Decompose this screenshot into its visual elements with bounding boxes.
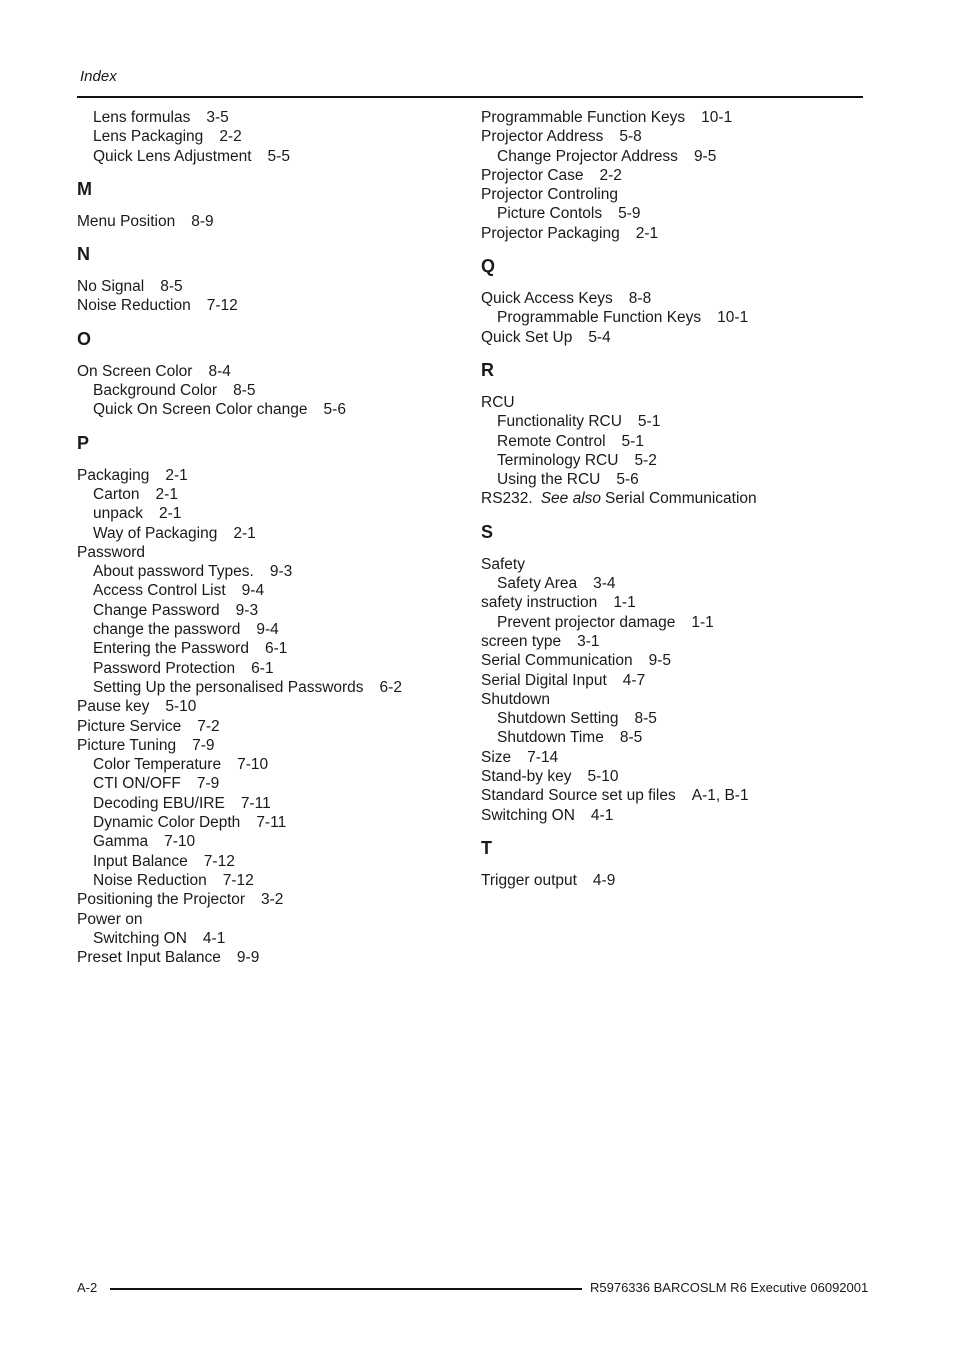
index-page-ref: 4-1 [202,929,226,947]
index-entry [77,890,467,909]
index-letter-heading: S [481,521,494,542]
index-page-ref: 5-10 [587,768,619,786]
index-term: Decoding EBU/IRE [93,794,225,812]
index-entry [481,224,871,243]
index-entry [481,108,871,127]
index-term: CTI ON/OFF [93,775,181,793]
index-page-ref: 3-4 [593,575,616,593]
index-term: Change Password [93,601,220,619]
index-term: Access Control List [93,582,226,600]
index-subentry [77,381,467,400]
index-term: Gamma [93,833,149,851]
index-term: About password Types. [93,563,254,581]
index-entry [481,185,871,204]
index-entry [77,277,467,296]
index-page-ref: 8-4 [208,362,231,380]
index-subentry [77,813,467,832]
index-entry [481,127,871,146]
index-page-ref: 3-5 [206,109,229,126]
index-term: Switching ON [481,806,575,824]
index-term: RCU [481,393,515,411]
index-page-ref: 2-2 [219,128,242,146]
index-page-ref: 8-5 [634,710,657,728]
index-term: Standard Source set up files [481,787,676,805]
index-page-ref: 6-1 [251,659,274,677]
index-page-ref: 10-1 [717,309,749,327]
index-page-ref: 9-4 [241,582,265,600]
index-page-ref: 5-1 [621,432,644,450]
footer-doc-reference: R5976336 BARCOSLM R6 Executive 06092001 [590,1280,869,1295]
index-term: Prevent projector damage [497,613,676,631]
index-page-ref: 7-14 [527,748,559,766]
index-page-ref: 7-9 [192,736,215,754]
index-subentry [77,852,467,871]
index-term: Switching ON [93,929,187,947]
header-rule [77,96,863,98]
index-subentry [77,871,467,890]
index-entry [77,948,467,967]
index-subentry [77,108,467,127]
index-page-ref: 6-2 [379,678,402,696]
index-term: Shutdown Time [497,729,604,747]
index-page-ref: 1-1 [691,613,714,631]
index-entry [77,212,467,231]
index-entry [481,393,871,412]
index-subentry [481,204,871,223]
index-page-ref: 9-4 [256,621,279,639]
index-subentry [77,620,467,639]
index-entry [77,697,467,716]
index-page-ref: 2-1 [165,466,188,484]
index-letter-heading: Q [481,256,496,277]
index-entry [481,806,871,825]
index-term: change the password [93,621,241,639]
index-entry [481,289,871,308]
index-letter-heading: T [481,837,492,858]
index-subentry [481,412,871,431]
index-term: Projector Case [481,166,584,184]
index-page-ref: 8-8 [628,290,652,308]
index-term: Functionality RCU [497,413,622,431]
index-page-ref: 7-10 [237,756,269,774]
index-page-ref: 7-11 [256,814,287,832]
index-term: Projector Packaging [481,224,620,242]
index-term: Carton [93,485,140,503]
index-term: Way of Packaging [93,524,218,542]
index-page-ref: 10-1 [701,109,733,126]
index-entry [481,328,871,347]
index-page-ref: 3-1 [577,632,600,650]
index-page-ref: 2-1 [158,505,182,523]
index-term: Quick Lens Adjustment [93,147,252,165]
index-page-ref: 5-2 [634,451,657,469]
index-subentry [77,659,467,678]
index-page-ref: 5-10 [165,698,197,716]
see-also-target: Serial Communication [605,490,757,508]
index-page-ref: 7-2 [197,717,220,735]
index-term: Picture Service [77,717,182,735]
index-page-ref: A-1, B-1 [691,787,749,805]
index-page-ref: 2-2 [599,166,622,184]
index-subentry [77,524,467,543]
index-subentry [481,709,871,728]
index-term: Menu Position [77,212,176,230]
index-term: Input Balance [93,852,188,870]
index-term: Preset Input Balance [77,949,221,967]
index-term: Packaging [77,466,150,484]
running-header-title: Index [80,68,117,85]
index-entry [77,543,467,562]
index-term: Change Projector Address [497,147,678,165]
index-page-ref: 1-1 [613,594,636,612]
index-term: Using the RCU [497,471,601,489]
index-subentry [77,832,467,851]
index-subentry [77,755,467,774]
index-subentry [77,639,467,658]
index-column-right [481,108,871,890]
index-page-ref: 2-1 [155,485,178,503]
index-subentry [77,794,467,813]
index-page-ref: 9-3 [235,601,259,619]
index-subentry [77,581,467,600]
index-term: Noise Reduction [77,297,191,315]
index-page-ref: 5-9 [618,205,641,223]
index-term: Entering the Password [93,640,249,658]
index-entry [481,748,871,767]
index-page-ref: 9-5 [648,652,672,670]
index-page-ref: 6-1 [264,640,288,658]
index-subentry [77,601,467,620]
index-page-ref: 5-6 [616,471,639,489]
index-column-left [77,108,467,967]
index-term: Dynamic Color Depth [93,814,241,832]
index-page-ref: 5-1 [637,413,661,431]
index-term: Shutdown Setting [497,710,619,728]
index-term: Positioning the Projector [77,891,246,909]
index-term: Serial Digital Input [481,671,607,689]
index-term: Quick Access Keys [481,290,613,308]
index-term: Power on [77,910,143,928]
index-term: Quick On Screen Color change [93,401,308,419]
index-entry [77,466,467,485]
index-term: unpack [93,505,143,523]
index-page-ref: 7-12 [222,871,254,889]
index-page-ref: 8-5 [233,382,256,400]
index-subentry [77,485,467,504]
index-letter-heading: N [77,244,90,265]
index-term: screen type [481,632,562,650]
index-page-ref: 7-10 [164,833,196,851]
index-subentry [77,400,467,419]
index-term: Picture Tuning [77,736,177,754]
index-term: Lens formulas [93,109,191,126]
index-term: Projector Address [481,128,604,146]
index-page-ref: 8-9 [191,212,214,230]
index-subentry [481,574,871,593]
index-term: Serial Communication [481,652,633,670]
index-entry [481,786,871,805]
index-subentry [481,613,871,632]
index-page-ref: 9-9 [236,949,260,967]
index-term: Quick Set Up [481,328,573,346]
index-subentry [481,451,871,470]
index-subentry [77,504,467,523]
index-term: Pause key [77,698,150,716]
index-letter-heading: O [77,328,92,349]
index-subentry [481,308,871,327]
index-page-ref: 9-3 [269,563,293,581]
index-page-ref: 7-11 [240,794,271,812]
index-subentry [481,147,871,166]
index-subentry [77,929,467,948]
index-term: Remote Control [497,432,606,450]
index-page-ref: 5-6 [323,401,346,419]
index-term: Background Color [93,382,218,400]
index-term: Picture Contols [497,205,603,223]
index-term: Programmable Function Keys [481,109,686,126]
index-term: Size [481,748,512,766]
index-term: Trigger output [481,871,577,889]
index-term: Safety [481,555,525,573]
index-page-ref: 7-9 [196,775,220,793]
index-entry [481,489,871,508]
index-term: Noise Reduction [93,871,207,889]
index-entry [481,166,871,185]
index-page-ref: 5-8 [619,128,642,146]
index-term: Shutdown [481,690,550,708]
index-term: Password Protection [93,659,236,677]
index-page-ref: 7-12 [206,297,238,315]
index-term: Projector Controling [481,186,618,204]
index-subentry [77,774,467,793]
index-entry [77,362,467,381]
index-term: Terminology RCU [497,451,619,469]
index-entry [481,632,871,651]
index-page-ref: 7-12 [203,852,235,870]
index-letter-heading: R [481,359,494,380]
index-entry [77,910,467,929]
index-page-ref: 4-1 [590,806,614,824]
index-page-ref: 8-5 [619,729,643,747]
index-term: Safety Area [497,575,578,593]
index-page-ref: 8-5 [160,278,183,296]
index-letter-heading: M [77,178,92,199]
index-term: Stand-by key [481,768,572,786]
index-entry [481,593,871,612]
index-term: On Screen Color [77,362,193,380]
index-page-ref: 2-1 [233,524,256,542]
index-entry [77,736,467,755]
footer-page-number: A-2 [77,1280,98,1295]
index-term: Programmable Function Keys [497,309,702,327]
index-entry [481,555,871,574]
index-entry [481,767,871,786]
footer-rule [110,1288,582,1290]
see-also-label: See also [540,490,602,508]
index-subentry [481,470,871,489]
index-page-ref: 5-4 [588,328,611,346]
index-term: RS232. [481,490,533,508]
index-page-ref: 3-2 [261,891,284,909]
index-subentry [77,562,467,581]
index-page-ref: 5-5 [267,147,290,165]
index-term: safety instruction [481,594,598,612]
index-entry [481,871,871,890]
index-entry [77,717,467,736]
index-term: Setting Up the personalised Passwords [93,678,364,696]
index-subentry [481,432,871,451]
index-term: No Signal [77,278,145,296]
index-subentry [77,678,467,697]
index-page-ref: 9-5 [693,147,717,165]
index-page-ref: 4-9 [592,871,616,889]
index-entry [481,671,871,690]
index-letter-heading: P [77,432,90,453]
index-term: Lens Packaging [93,128,204,146]
index-page-ref: 2-1 [635,224,659,242]
index-entry [481,651,871,670]
index-entry [481,690,871,709]
index-subentry [77,147,467,166]
index-entry [77,296,467,315]
index-term: Password [77,543,146,561]
index-page-ref: 4-7 [622,671,646,689]
index-term: Color Temperature [93,756,222,774]
index-subentry [481,728,871,747]
index-subentry [77,127,467,146]
